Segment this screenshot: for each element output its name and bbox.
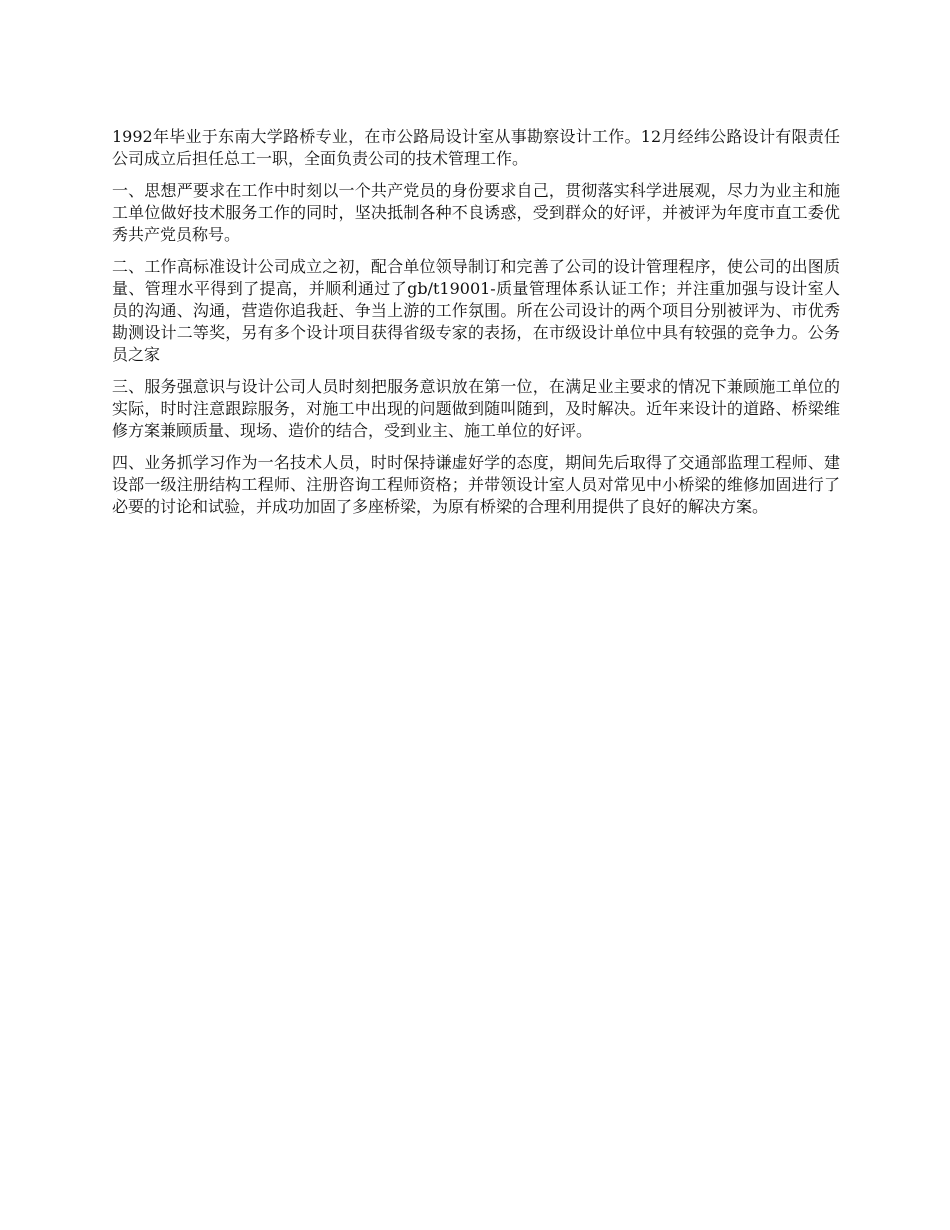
- document-body: [112, 126, 840, 528]
- paragraph-intro: 1992年毕业于东南大学路桥专业，在市公路局设计室从事勘察设计工作。12月经纬公路设计有限责任公司成立后担任总工一职，全面负责公司的技术管理工作。: [112, 127, 840, 168]
- paragraph-service: 三、服务强意识与设计公司人员时刻把服务意识放在第一位，在满足业主要求的情况下兼顾施工单位的实际，时时注意跟踪服务，对施工中出现的问题做到随叫随到，及时解决。近年来设计的道路、桥梁维修方案兼顾质量、现场、造价的结合，受到业主、施工单位的好评。: [112, 377, 840, 440]
- paragraph-thought: 一、思想严要求在工作中时刻以一个共产党员的身份要求自己，贯彻落实科学进展观，尽力为业主和施工单位做好技术服务工作的同时，坚决抵制各种不良诱惑，受到群众的好评，并被评为年度市直工委优秀共产党员称号。: [112, 181, 840, 244]
- paragraph-study: 四、业务抓学习作为一名技术人员，时时保持谦虚好学的态度，期间先后取得了交通部监理工程师、建设部一级注册结构工程师、注册咨询工程师资格；并带领设计室人员对常见中小桥梁的维修加固进行了必要的讨论和试验，并成功加固了多座桥梁，为原有桥梁的合理利用提供了良好的解决方案。: [112, 453, 840, 516]
- paragraph-work: 二、工作高标准设计公司成立之初，配合单位领导制订和完善了公司的设计管理程序，使公司的出图质量、管理水平得到了提高，并顺利通过了gb/t19001-质量管理体系认证工作；并注重加强与设计室人员的沟通、沟通，营造你追我赶、争当上游的工作氛围。所在公司设计的两个项目分别被评为、市优秀勘测设计二等奖，另有多个设计项目获得省级专家的表扬，在市级设计单位中具有较强的竞争力。公务员之家: [112, 257, 840, 364]
